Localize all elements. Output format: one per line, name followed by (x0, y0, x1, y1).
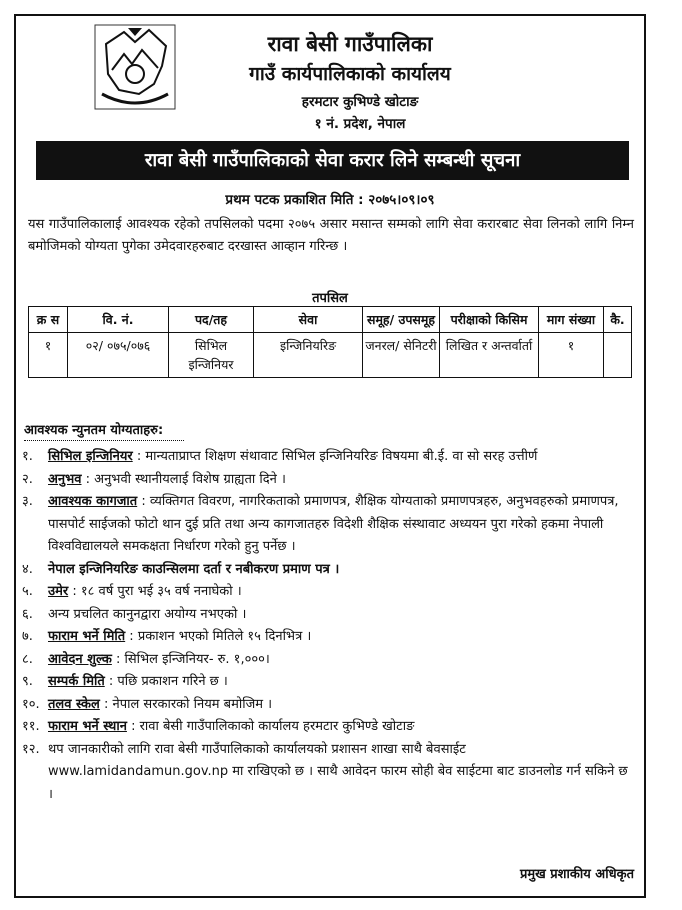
list-item-label: अनुभव (48, 471, 82, 487)
notice-sheet (14, 14, 646, 898)
list-item-number: ६. (22, 606, 33, 622)
table-header-row (29, 307, 632, 333)
list-item-label: सम्पर्क मिति (48, 674, 105, 689)
list-item-text: : अनुभवी स्थानीयलाई विशेष ग्राह्यता दिने । (81, 471, 286, 487)
cell-post: सिभिल इन्जिनियर (169, 333, 254, 378)
list-item-number: २. (22, 471, 33, 487)
vacancy-table (28, 306, 632, 378)
list-item-number: १. (22, 449, 33, 464)
cell-demand: १ (539, 333, 604, 378)
list-item-number: ९. (22, 674, 33, 689)
list-item (22, 469, 634, 492)
list-item (22, 739, 634, 807)
intro-paragraph: यस गाउँपालिकालाई आवश्यक रहेको तपसिलको पदमा २०७५ असार मसान्त सम्मको लागि सेवा करारबाट सेवा लिनको लागि निम्न बमोजिमको योग्यता पुगेका उमेदवारहरुबाट दरखास्त आव्हान गरिन्छ । (28, 217, 634, 254)
list-item-text: : १८ वर्ष पुरा भई ३५ वर्ष ननाघेको । (68, 584, 242, 599)
list-item-label: उमेर (48, 584, 69, 599)
list-item-number: ४. (22, 561, 33, 577)
col-remarks: कै. (604, 307, 632, 333)
list-item-text: : नेपाल सरकारको नियम बमोजिम । (99, 696, 273, 712)
requirements-list (22, 446, 634, 806)
list-item-text: : रावा बेसी गाउँपालिकाको कार्यालय हरमटार कुभिण्डे खोटाङ (126, 719, 415, 734)
list-item-number: १०. (22, 696, 40, 712)
list-item-number: ५. (22, 584, 33, 599)
table-row (29, 333, 632, 378)
list-item-label: तलव स्केल (48, 696, 100, 712)
list-item (22, 626, 634, 649)
list-item (22, 649, 634, 672)
list-item-number: ११. (22, 719, 40, 734)
office-address: हरमटार कुभिण्डे खोटाङ (301, 94, 419, 110)
list-item-label: आवश्यक कागजात (48, 494, 138, 509)
cell-service: इन्जिनियरिङ (254, 333, 363, 378)
notice-title-banner: रावा बेसी गाउँपालिकाको सेवा करार लिने सम्बन्धी सूचना (36, 141, 629, 180)
list-item-text: : पछि प्रकाशन गरिने छ । (104, 674, 228, 689)
col-demand: माग संख्या (539, 307, 604, 333)
list-item-label: आवेदन शुल्क (48, 651, 112, 667)
signature-title: प्रमुख प्रशाकीय अधिकृत (519, 867, 634, 882)
list-item-text: : प्रकाशन भएको मितिले १५ दिनभित्र । (125, 629, 312, 644)
col-post: पद/तह (169, 307, 254, 333)
list-item (22, 694, 634, 717)
cell-adv-no: ०२/ ०७५/०७६ (68, 333, 169, 378)
list-item (22, 491, 634, 559)
cell-exam: लिखित र अन्तर्वार्ता (440, 333, 539, 378)
publish-date: प्रथम पटक प्रकाशित मिति : २०७५।०९।०९ (225, 192, 435, 208)
list-item-text: अन्य प्रचलित कानुनद्वारा अयोग्य नभएको । (48, 606, 247, 622)
list-item (22, 581, 634, 604)
list-item (22, 446, 634, 469)
cell-group: जनरल/ सेनिटरी (363, 333, 440, 378)
list-item (22, 559, 634, 582)
list-item-number: ८. (22, 651, 33, 667)
list-item-label: फाराम भर्ने स्थान (48, 719, 127, 734)
list-item-number: १२. (22, 741, 40, 757)
province-line: १ नं. प्रदेश, नेपाल (314, 116, 406, 132)
list-item-label: नेपाल इन्जिनियरिङ काउन्सिलमा दर्ता र नबीकरण प्रमाण पत्र । (48, 561, 340, 577)
cell-sn: १ (29, 333, 68, 378)
list-item (22, 604, 634, 627)
cell-remarks (604, 333, 632, 378)
table-title: तपसिल (312, 291, 348, 306)
requirements-underline (24, 440, 184, 441)
col-exam: परीक्षाको किसिम (440, 307, 539, 333)
list-item-label: फाराम भर्ने मिति (48, 629, 126, 644)
list-item (22, 716, 634, 739)
requirements-title: आवश्यक न्युनतम योग्यताहरु: (24, 423, 164, 438)
office-name: गाउँ कार्यपालिकाको कार्यालय (249, 63, 451, 85)
list-item-text: थप जानकारीको लागि रावा बेसी गाउँपालिकाको कार्यालयको प्रशासन शाखा साथै बेवसाईट www.lamidandamun.gov.np मा राखिएको छ । साथै आवेदन फारम सोही बेव साईटमा बाट डाउनलोड गर्न सकिने छ । (48, 741, 628, 802)
municipality-name: रावा बेसी गाउँपालिका (267, 32, 433, 56)
list-item (22, 671, 634, 694)
col-adv-no: वि. नं. (68, 307, 169, 333)
list-item-text: : मान्यताप्राप्त शिक्षण संथावाट सिभिल इन्जिनियरिङ विषयमा बी.ई. वा सो सरह उत्तीर्ण (132, 449, 538, 464)
list-item-text: : व्यक्तिगत विवरण, नागरिकताको प्रमाणपत्र, शैक्षिक योग्यताको प्रमाणपत्रहरु, अनुभवहरुको प्रमाणपत्र, पासपोर्ट साईजको फोटो थान दुई प्रति तथा अन्य कागजातहरु विदेशी शैक्षिक संस्थावाट अध्ययन पुरा गरेको हकमा नेपाली विश्वविद्यालयले समकक्षता निर्धारण गरेको हुनु पर्नेछ । (48, 494, 619, 554)
list-item-label: सिभिल इन्जिनियर (48, 449, 133, 464)
list-item-number: ७. (22, 629, 33, 644)
list-item-text: : सिभिल इन्जिनियर- रु. १,०००। (111, 651, 270, 667)
col-group: समूह/ उपसमूह (363, 307, 440, 333)
list-item-number: ३. (22, 494, 33, 509)
col-service: सेवा (254, 307, 363, 333)
col-sn: क्र स (29, 307, 68, 333)
notice-header (16, 16, 644, 138)
